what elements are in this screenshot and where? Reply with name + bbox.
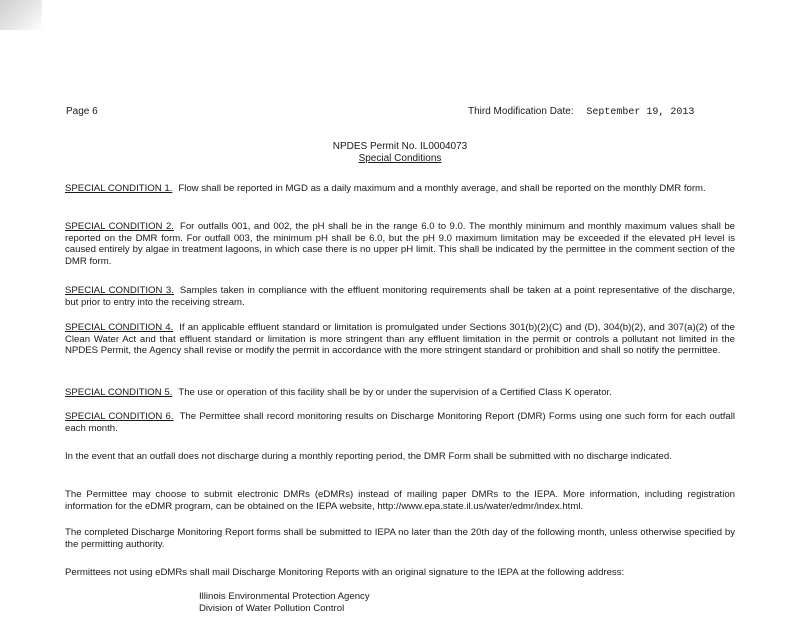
special-condition-5 [65,387,735,399]
modification-label: Third Modification Date: [468,106,574,117]
condition-label: SPECIAL CONDITION 2. [65,221,174,232]
modification-date: September 19, 2013 [586,107,695,118]
condition-label: SPECIAL CONDITION 3. [65,285,174,296]
modification-date-line [468,106,694,118]
special-condition-2 [65,221,735,267]
address-line-2: Division of Water Pollution Control [199,603,345,614]
scan-corner-mark [0,0,42,30]
condition-text: For outfalls 001, and 002, the pH shall be in the range 6.0 to 9.0. The monthly minimum and monthly maximum values shall be reported on the DMR form. For outfall 003, the minimum pH shall be 6.0, but the pH 9.0 maximum limitation may be exceeded if the elevated pH level is caused entirely by algae in treatment lagoons, in which case there is no upper pH limit. This shall be indicated by the permittee in the comment section of the DMR form. [65,221,735,267]
edmr-paragraph: The Permittee may choose to submit electronic DMRs (eDMRs) instead of mailing paper DMRs to the IEPA. More information, including registration information for the eDMR program, can be obtained on the IEPA website, http://www.epa.state.il.us/water/edmr/index.html. [65,489,735,512]
no-discharge-paragraph: In the event that an outfall does not discharge during a monthly reporting period, the DMR Form shall be submitted with no discharge indicated. [65,451,672,462]
section-title: Special Conditions [358,153,442,164]
condition-text: Flow shall be reported in MGD as a daily maximum and a monthly average, and shall be reported on the monthly DMR form. [178,183,706,194]
submission-deadline-paragraph: The completed Discharge Monitoring Report forms shall be submitted to IEPA no later than the 20th day of the following month, unless otherwise specified by the permitting authority. [65,527,735,550]
condition-text: The use or operation of this facility shall be by or under the supervision of a Certified Class K operator. [178,387,612,398]
condition-text: If an applicable effluent standard or limitation is promulgated under Sections 301(b)(2)(C) and (D), 304(b)(2), and 307(a)(2) of the Clean Water Act and that effluent standard or limitation is more stringent than any effluent limitation in the permit or controls a pollutant not limited in the NPDES Permit, the Agency shall revise or modify the permit in accordance with the more stringent standard or prohibition and shall so notify the permittee. [65,322,735,357]
condition-text: Samples taken in compliance with the effluent monitoring requirements shall be taken at a point representative of the discharge, but prior to entry into the receiving stream. [65,285,735,308]
condition-label: SPECIAL CONDITION 4. [65,322,174,333]
special-condition-1 [65,183,735,195]
condition-label: SPECIAL CONDITION 5. [65,387,173,398]
mailing-instructions-paragraph: Permittees not using eDMRs shall mail Discharge Monitoring Reports with an original signature to the IEPA at the following address: [65,567,625,578]
special-condition-3 [65,285,735,308]
condition-text: The Permittee shall record monitoring results on Discharge Monitoring Report (DMR) Forms using one such form for each outfall each month. [65,411,735,434]
special-condition-4 [65,322,735,357]
condition-label: SPECIAL CONDITION 6. [65,411,174,422]
page-number: Page 6 [66,106,98,117]
condition-label: SPECIAL CONDITION 1. [65,183,173,194]
permit-number: NPDES Permit No. IL0004073 [332,141,468,152]
special-condition-6 [65,411,735,434]
address-line-1: Illinois Environmental Protection Agency [199,591,370,602]
